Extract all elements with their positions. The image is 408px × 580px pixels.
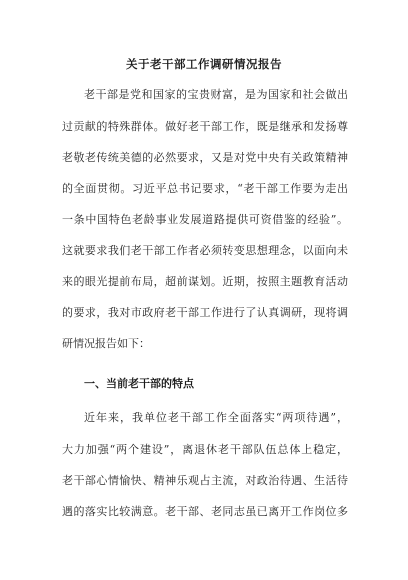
paragraph-line: 老敬老传统美德的必然要求，又是对党中央有关政策精神 [62,151,348,164]
document-title: 关于老干部工作调研情况报告 [126,57,282,71]
paragraph-line: 来的眼光提前布局，超前谋划。近期，按照主题教育活动 [62,275,348,288]
paragraph-line: 过贡献的特殊群体。做好老干部工作，既是继承和发扬尊 [62,120,348,133]
paragraph-line: 老干部心情愉快、精神乐观占主流，对政治待遇、生活待 [62,474,348,487]
paragraph-line: 这就要求我们老干部工作者必须转变思想理念，以面向未 [62,244,348,257]
section-heading: 一、当前老干部的特点 [84,377,194,390]
paragraph-line: 的全面贯彻。习近平总书记要求，“老干部工作要为走出 [62,182,348,195]
paragraph-line: 老干部是党和国家的宝贵财富，是为国家和社会做出 [84,88,348,101]
paragraph-line: 一条中国特色老龄事业发展道路提供可资借鉴的经验”。 [62,213,348,226]
paragraph-line: 遇的落实比较满意。老干部、老同志虽已离开工作岗位多 [62,505,348,518]
paragraph-line: 大力加强“两个建设”，离退休老干部队伍总体上稳定， [62,443,348,456]
paragraph-line: 近年来，我单位老干部工作全面落实“两项待遇”， [84,411,348,424]
paragraph-line: 的要求，我对市政府老干部工作进行了认真调研，现将调 [62,306,348,319]
paragraph-line: 研情况报告如下： [62,337,150,350]
